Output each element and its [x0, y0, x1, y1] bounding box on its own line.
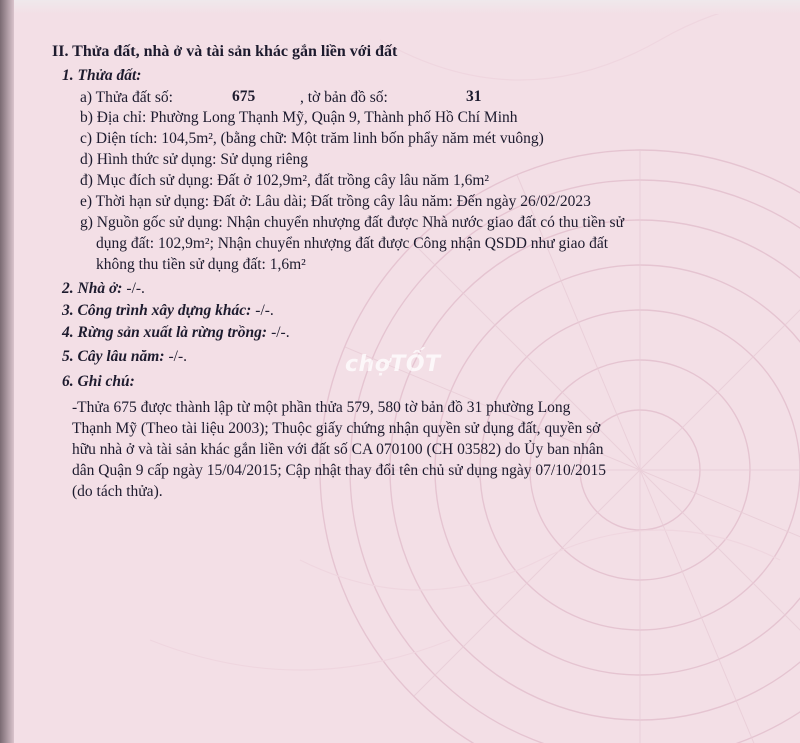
construction-row	[62, 302, 274, 320]
map-no-label: , tờ bản đồ số:	[300, 89, 388, 106]
notes-label: 6. Ghi chú:	[62, 373, 135, 390]
forest-label: 4. Rừng sản xuất là rừng trồng:	[62, 324, 268, 341]
parcel-no-label: a) Thửa đất số:	[80, 89, 173, 106]
origin-line-3: không thu tiền sử dụng đất: 1,6m²	[96, 256, 306, 273]
usage-term-line: e) Thời hạn sử dụng: Đất ở: Lâu dài; Đất trồng cây lâu năm: Đến ngày 26/02/2023	[80, 193, 591, 210]
land-heading: 1. Thửa đất:	[62, 67, 142, 84]
forest-row	[62, 324, 290, 342]
perennial-value: -/-.	[168, 348, 187, 365]
usage-form-line: d) Hình thức sử dụng: Sử dụng riêng	[80, 151, 308, 168]
usage-purpose-line: đ) Mục đích sử dụng: Đất ở 102,9m², đất trồng cây lâu năm 1,6m²	[80, 172, 490, 189]
notes-line-2: Thạnh Mỹ (Theo tài liệu 2003); Thuộc giấy chứng nhận quyền sử dụng đất, quyền sở	[72, 420, 601, 437]
construction-value: -/-.	[255, 302, 274, 319]
construction-label: 3. Công trình xây dựng khác:	[62, 302, 252, 319]
parcel-no-value: 675	[232, 88, 256, 105]
house-row	[62, 280, 145, 298]
house-value: -/-.	[126, 280, 145, 297]
origin-line-2: dụng đất: 102,9m²; Nhận chuyển nhượng đất được Công nhận QSDD như giao đất	[96, 235, 609, 252]
area-line: c) Diện tích: 104,5m², (bằng chữ: Một trăm linh bốn phẩy năm mét vuông)	[80, 130, 544, 147]
chotot-watermark: chợTỐT	[345, 352, 441, 377]
perennial-row	[62, 348, 187, 366]
house-label: 2. Nhà ở:	[62, 280, 123, 297]
map-no-value: 31	[466, 88, 482, 105]
notes-line-5: (do tách thửa).	[72, 483, 163, 500]
notes-line-4: dân Quận 9 cấp ngày 15/04/2015; Cập nhật thay đổi tên chủ sử dụng ngày 07/10/2015	[72, 462, 607, 479]
address-line: b) Địa chỉ: Phường Long Thạnh Mỹ, Quận 9, Thành phố Hồ Chí Minh	[80, 109, 518, 126]
perennial-label: 5. Cây lâu năm:	[62, 348, 165, 365]
forest-value: -/-.	[271, 324, 290, 341]
origin-line-1: g) Nguồn gốc sử dụng: Nhận chuyển nhượng đất được Nhà nước giao đất có thu tiền sử	[80, 214, 624, 231]
section-title: II. Thửa đất, nhà ở và tài sản khác gắn liền với đất	[52, 43, 398, 60]
notes-line-1: -Thửa 675 được thành lập từ một phần thửa 579, 580 tờ bản đồ 31 phường Long	[72, 399, 571, 416]
notes-line-3: hữu nhà ở và tài sản khác gắn liền với đất số CA 070100 (CH 03582) do Ủy ban nhân	[72, 441, 604, 458]
